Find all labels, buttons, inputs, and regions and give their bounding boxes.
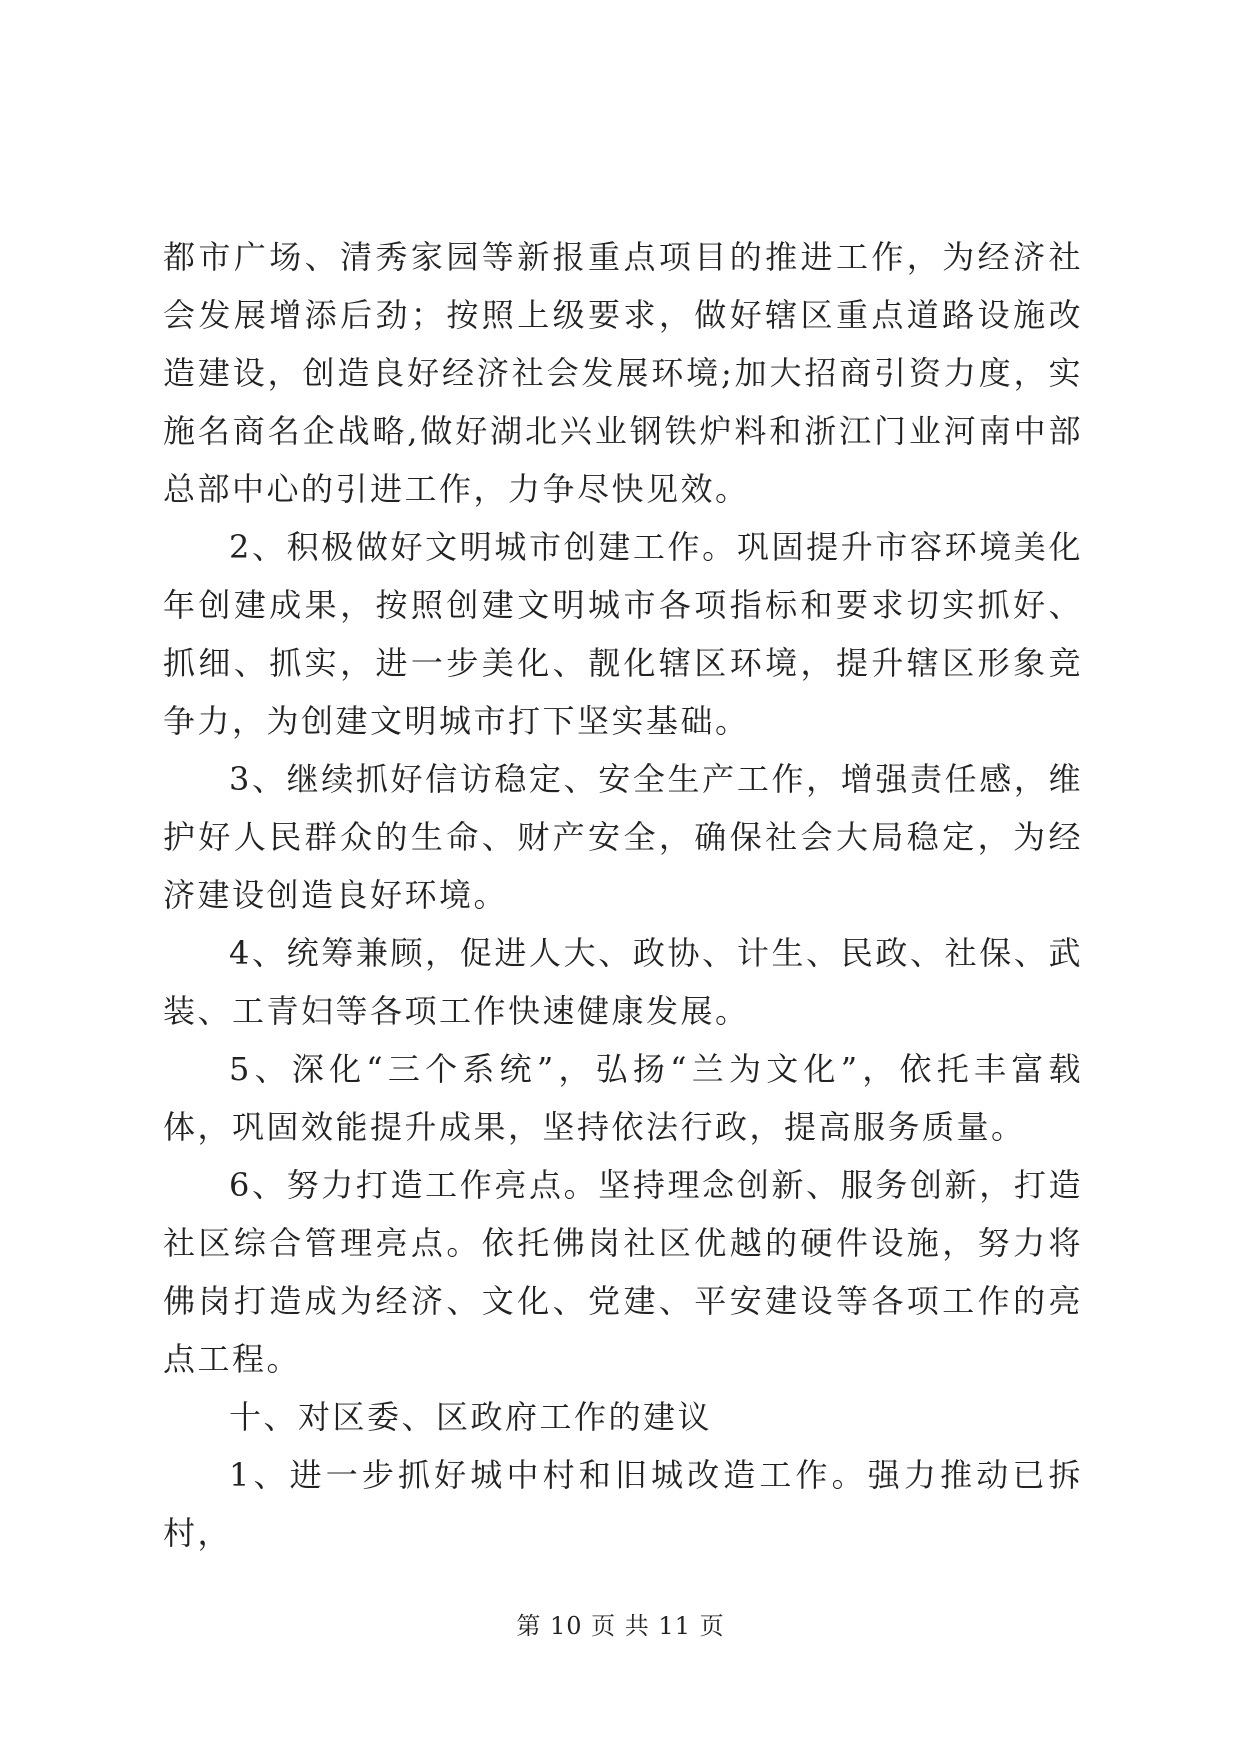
section-heading: 十、对区委、区政府工作的建议 xyxy=(229,1398,713,1436)
paragraph-suggestion-1: 1、进一步抓好城中村和旧城改造工作。强力推动已拆村， xyxy=(163,1456,1083,1552)
paragraph-item-4: 4、统筹兼顾，促进人大、政协、计生、民政、社保、武装、工青妇等各项工作快速健康发展。 xyxy=(163,934,1083,1030)
paragraph-item-2: 2、积极做好文明城市创建工作。巩固提升市容环境美化年创建成果，按照创建文明城市各项指标和要求切实抓好、抓细、抓实，进一步美化、靓化辖区环境，提升辖区形象竞争力，为创建文明城市打下坚实基础。 xyxy=(163,528,1083,740)
page-number-footer: 第 10 页 共 11 页 xyxy=(516,1612,725,1640)
paragraph-item-5: 5、深化“三个系统”，弘扬“兰为文化”，依托丰富载体，巩固效能提升成果，坚持依法行政，提高服务质量。 xyxy=(163,1050,1083,1146)
paragraph-item-3: 3、继续抓好信访稳定、安全生产工作，增强责任感，维护好人民群众的生命、财产安全，确保社会大局稳定，为经济建设创造良好环境。 xyxy=(163,760,1083,914)
document-body xyxy=(163,228,1083,1562)
paragraph-continuation: 都市广场、清秀家园等新报重点项目的推进工作，为经济社会发展增添后劲；按照上级要求，做好辖区重点道路设施改造建设，创造良好经济社会发展环境;加大招商引资力度，实施名商名企战略,做好湖北兴业钢铁炉料和浙江门业河南中部总部中心的引进工作，力争尽快见效。 xyxy=(163,238,1083,508)
paragraph-item-6: 6、努力打造工作亮点。坚持理念创新、服务创新，打造社区综合管理亮点。依托佛岗社区优越的硬件设施，努力将佛岗打造成为经济、文化、党建、平安建设等各项工作的亮点工程。 xyxy=(163,1166,1083,1378)
